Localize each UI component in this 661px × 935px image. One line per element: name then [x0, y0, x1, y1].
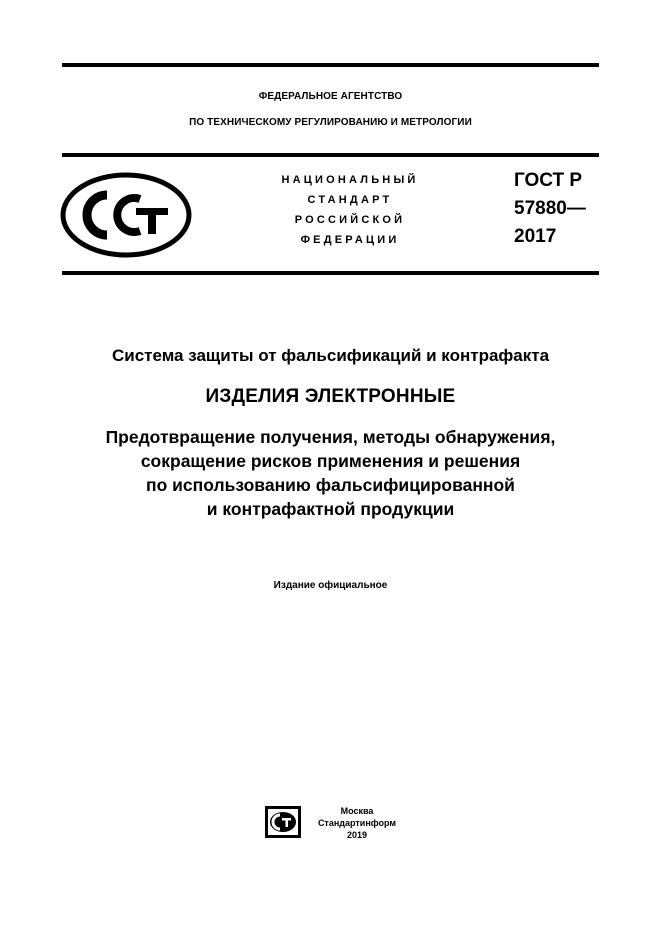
subtitle-line-4: и контрафактной продукции — [206, 499, 455, 519]
rst-certification-mark-icon — [60, 172, 192, 258]
standard-designation-line-2: 57880— — [514, 198, 586, 219]
national-standard-line-4: ФЕДЕРАЦИИ — [300, 234, 400, 246]
publication-year: 2019 — [346, 830, 368, 840]
subtitle-line-2: сокращение рисков применения и решения — [140, 451, 521, 471]
series-title: Система защиты от фальсификаций и контрафакта — [111, 346, 550, 365]
top-rule — [62, 63, 599, 67]
subtitle-line-3: по использованию фальсифицированной — [146, 475, 515, 495]
standartinform-logo-icon — [265, 806, 301, 838]
agency-name-line-2: ПО ТЕХНИЧЕСКОМУ РЕГУЛИРОВАНИЮ И МЕТРОЛОГИИ — [189, 117, 472, 128]
publisher-city: Москва — [340, 806, 374, 816]
standard-designation-line-1: ГОСТ Р — [514, 170, 583, 191]
lower-block-rule — [62, 271, 599, 275]
national-standard-line-1: НАЦИОНАЛЬНЫЙ — [281, 174, 419, 186]
agency-name-line-1: ФЕДЕРАЛЬНОЕ АГЕНТСТВО — [258, 91, 403, 102]
standard-designation-line-3: 2017 — [514, 226, 557, 247]
upper-block-rule — [62, 153, 599, 157]
national-standard-line-2: СТАНДАРТ — [307, 194, 393, 206]
subtitle-line-1: Предотвращение получения, методы обнаружения, — [105, 427, 556, 447]
edition-note: Издание официальное — [273, 580, 388, 591]
national-standard-line-3: РОССИЙСКОЙ — [294, 214, 406, 226]
document-main-title: ИЗДЕЛИЯ ЭЛЕКТРОННЫЕ — [205, 386, 456, 407]
publisher-name: Стандартинформ — [317, 818, 397, 828]
